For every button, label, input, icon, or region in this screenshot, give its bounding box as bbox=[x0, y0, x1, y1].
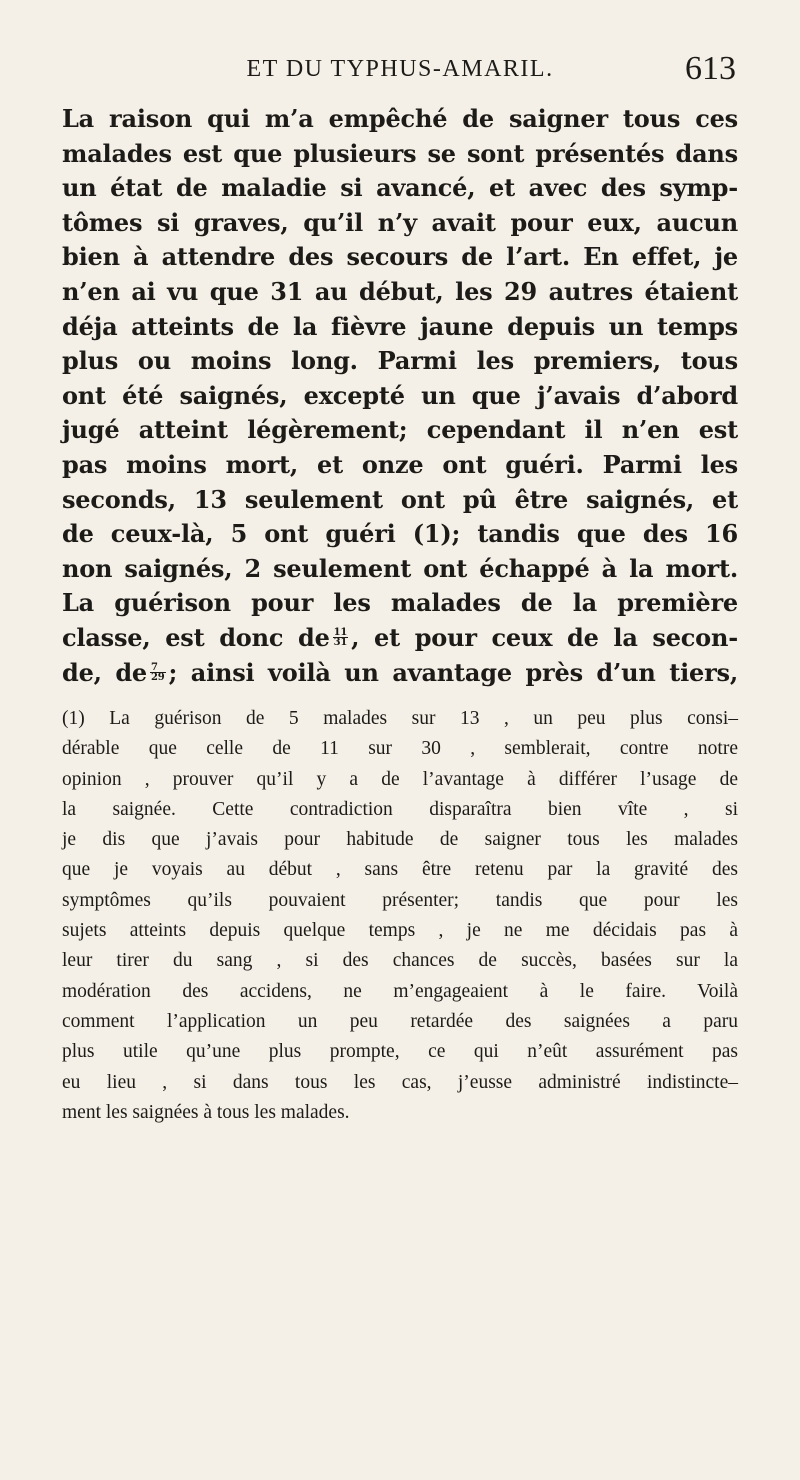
text-line: La raison qui m’a empêché de saigner tous ces bbox=[62, 104, 738, 133]
fraction-denominator: 29 bbox=[151, 671, 165, 683]
footnote-line: je dis que j’avais pour habitude de saigner tous les malades bbox=[62, 829, 738, 851]
footnote-line: opinion , prouver qu’il y a de l’avantage à différer l’usage de bbox=[62, 768, 738, 790]
text-line: un état de maladie si avancé, et avec des symp- bbox=[62, 173, 738, 203]
footnote-line: plus utile qu’une plus prompte, ce qui n’eût assurément pas bbox=[62, 1041, 738, 1063]
text-line: jugé atteint légèrement; cependant il n’en est bbox=[62, 415, 738, 445]
text-line: plus ou moins long. Parmi les premiers, tous bbox=[62, 346, 738, 376]
fraction-numerator: 7 bbox=[150, 663, 166, 673]
line-text: classe, est donc de bbox=[62, 622, 330, 652]
footnote-line: symptômes qu’ils pouvaient présenter; tandis que pour les bbox=[62, 889, 738, 911]
text-line-with-fraction bbox=[62, 656, 738, 691]
fraction-eleven-thirty-one bbox=[333, 628, 349, 647]
fraction-seven-twenty-nine bbox=[150, 663, 166, 682]
footnote-line: modération des accidens, ne m’engageaient à le faire. Voilà bbox=[62, 980, 738, 1002]
footnote-line: la saignée. Cette contradiction disparaîtra bien vîte , si bbox=[62, 798, 738, 820]
footnote-line: sujets atteints depuis quelque temps , je ne me décidais pas à bbox=[62, 920, 738, 942]
footnote-line: que je voyais au début , sans être retenu par la gravité des bbox=[62, 859, 738, 881]
text-line: bien à attendre des secours de l’art. En effet, je bbox=[62, 242, 738, 272]
text-line: La guérison pour les malades de la première bbox=[62, 588, 738, 618]
footnote bbox=[62, 704, 738, 1128]
fraction-numerator: 11 bbox=[333, 626, 348, 638]
line-text: , et pour ceux de la secon- bbox=[351, 622, 739, 652]
running-head bbox=[62, 48, 738, 92]
text-line: de ceux-là, 5 ont guéri (1); tandis que des 16 bbox=[62, 519, 738, 549]
text-line: déja atteints de la fièvre jaune depuis un temps bbox=[62, 311, 738, 341]
text-line: non saignés, 2 seulement ont échappé à la mort. bbox=[62, 553, 738, 583]
line-text: ; ainsi voilà un avantage près d’un tiers, bbox=[168, 657, 738, 687]
text-line: seconds, 13 seulement ont pû être saignés, et bbox=[62, 484, 738, 514]
text-line: pas moins mort, et onze ont guéri. Parmi les bbox=[62, 449, 738, 479]
text-line: tômes si graves, qu’il n’y avait pour eux, aucun bbox=[62, 207, 738, 237]
fraction-denominator: 31 bbox=[333, 636, 348, 648]
footnote-line: comment l’application un peu retardée des saignées a paru bbox=[62, 1010, 738, 1032]
main-paragraph bbox=[62, 102, 738, 690]
running-title: ET DU TYPHUS-AMARIL. bbox=[246, 56, 554, 82]
footnote-line: leur tirer du sang , si des chances de succès, basées sur la bbox=[62, 950, 738, 972]
text-line: ont été saignés, excepté un que j’avais d’abord bbox=[62, 380, 738, 410]
line-text: de, de bbox=[62, 657, 147, 687]
footnote-line: dérable que celle de 11 sur 30 , semblerait, contre notre bbox=[62, 738, 738, 760]
footnote-line: eu lieu , si dans tous les cas, j’eusse administré indistincte– bbox=[62, 1071, 738, 1093]
text-line: malades est que plusieurs se sont présentés dans bbox=[62, 138, 738, 168]
page-number: 613 bbox=[685, 50, 736, 87]
text-line: n’en ai vu que 31 au début, les 29 autres étaient bbox=[62, 276, 738, 306]
footnote-last-line: ment les saignées à tous les malades. bbox=[62, 1101, 350, 1123]
footnote-line: (1) La guérison de 5 malades sur 13 , un peu plus consi– bbox=[62, 708, 738, 729]
text-line-with-fraction bbox=[62, 621, 738, 656]
